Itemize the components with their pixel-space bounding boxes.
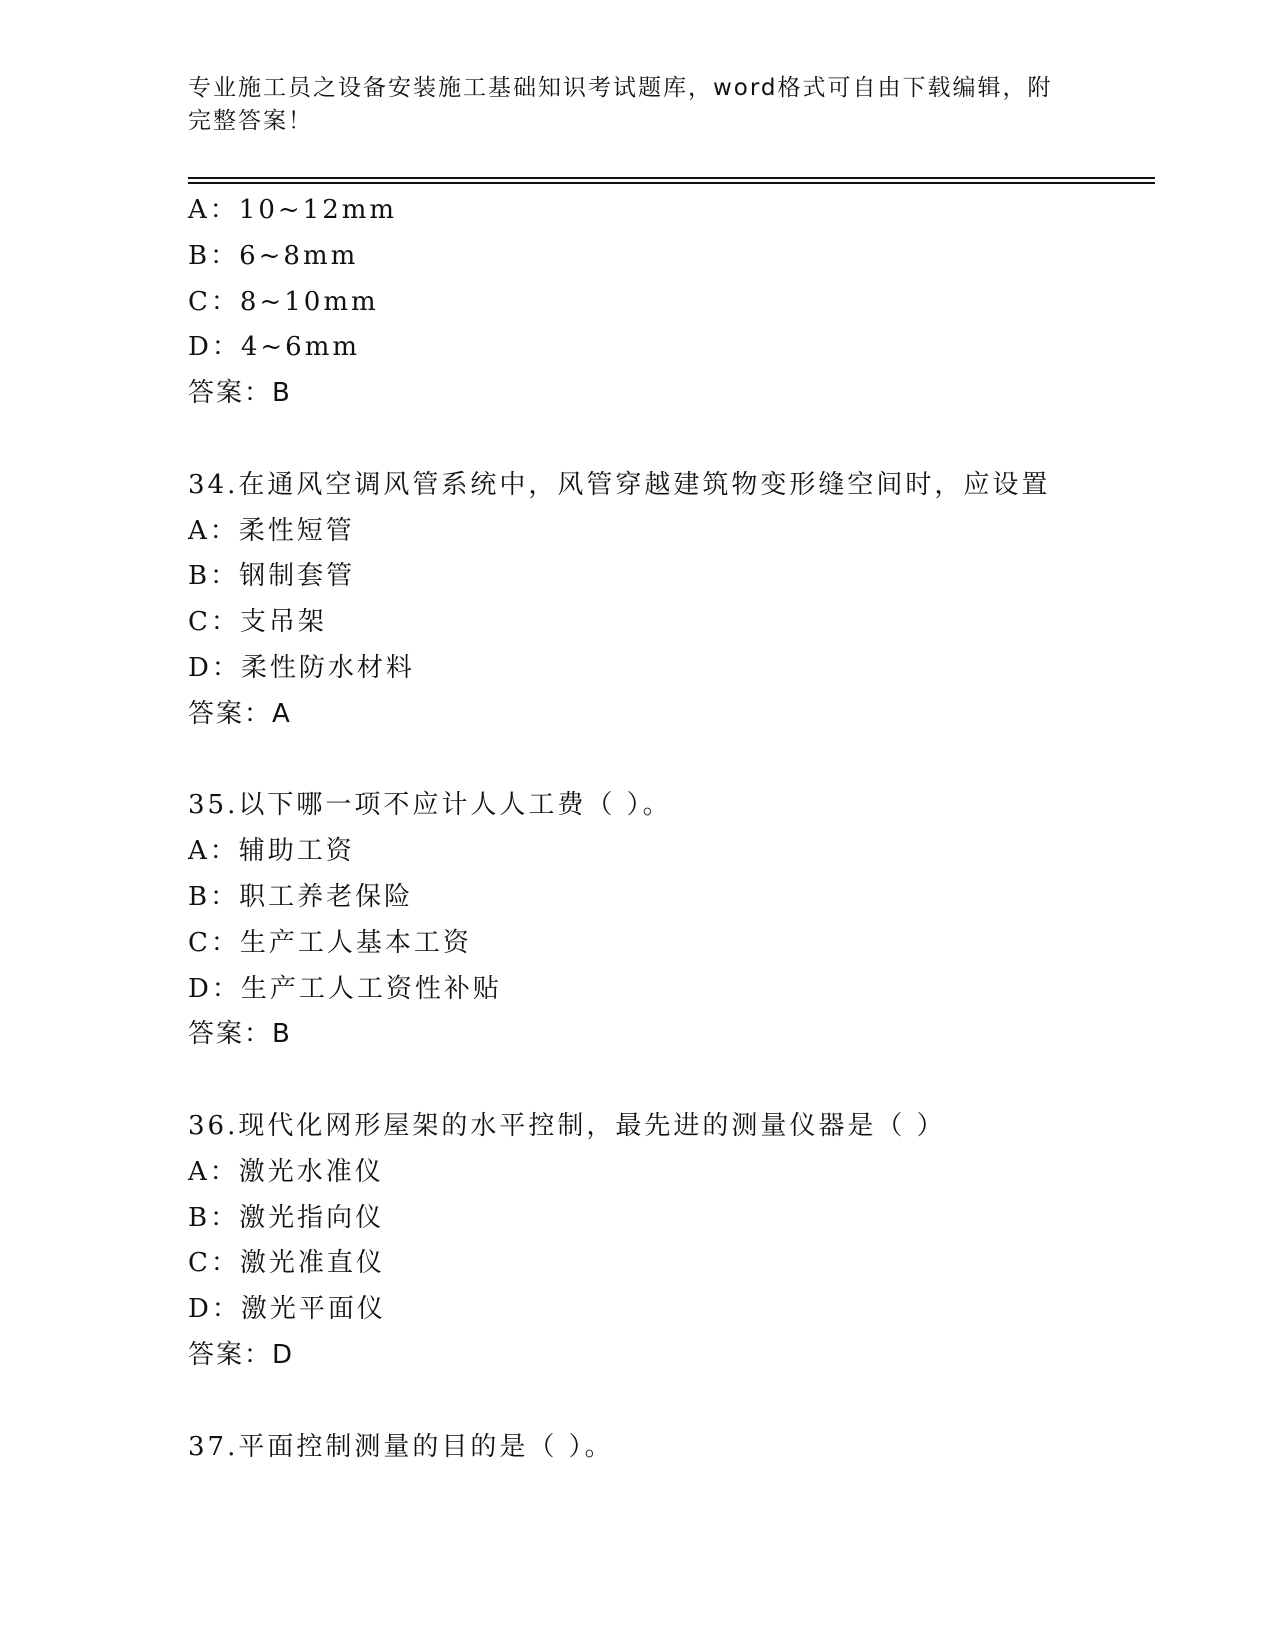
option-label: C：: [188, 927, 240, 958]
question-35: [188, 783, 1148, 1058]
question-stem: 37.平面控制测量的目的是（ ）。: [188, 1431, 614, 1462]
option-b: [188, 875, 1148, 921]
question-stem: 34.在通风空调风管系统中，风管穿越建筑物变形缝空间时，应设置: [188, 469, 1051, 500]
option-text: 生产工人基本工资: [239, 927, 472, 958]
option-c: [188, 280, 1148, 326]
document-header: [188, 72, 1068, 138]
option-a: [188, 509, 1148, 555]
header-divider-bottom: [188, 182, 1155, 184]
question-stem: 36.现代化网形屋架的水平控制，最先进的测量仪器是（ ）: [188, 1110, 946, 1141]
question-list: [188, 188, 1148, 1470]
option-d: [188, 325, 1148, 371]
option-label: A：: [188, 195, 239, 225]
option-d: [188, 967, 1148, 1013]
option-text: 职工养老保险: [239, 881, 414, 912]
option-a: [188, 829, 1148, 875]
spacer: [188, 1058, 1148, 1104]
question-37: [188, 1425, 1148, 1471]
option-b: [188, 234, 1148, 280]
option-text: 激光指向仪: [239, 1202, 385, 1233]
option-text: 柔性防水材料: [240, 652, 415, 683]
option-label: D：: [188, 332, 241, 363]
option-label: D：: [188, 1294, 241, 1325]
spacer: [188, 417, 1148, 463]
header-divider-top: [188, 177, 1155, 179]
option-label: B：: [188, 561, 240, 592]
question-stem: 35.以下哪一项不应计人人工费（ ）。: [188, 790, 672, 821]
option-label: B：: [188, 240, 240, 271]
option-text: 支吊架: [239, 607, 327, 638]
question-36: [188, 1104, 1148, 1379]
option-text: 激光平面仪: [240, 1294, 386, 1325]
option-label: D：: [188, 652, 241, 683]
spacer: [188, 1379, 1148, 1425]
option-label: C：: [188, 607, 240, 638]
option-label: C：: [188, 1248, 240, 1279]
header-text: 专业施工员之设备安装施工基础知识考试题库，word格式可自由下载编辑，附完整答案！: [188, 75, 1053, 134]
spacer: [188, 738, 1148, 784]
option-text: 柔性短管: [238, 515, 355, 546]
option-text: 6~8mm: [239, 240, 359, 271]
option-b: [188, 554, 1148, 600]
option-d: [188, 1287, 1148, 1333]
option-label: B：: [188, 1202, 240, 1233]
option-text: 4~6mm: [240, 332, 361, 363]
option-label: B：: [188, 881, 240, 912]
option-c: [188, 1241, 1148, 1287]
option-label: D：: [188, 973, 241, 1004]
option-text: 10~12mm: [238, 195, 398, 225]
option-b: [188, 1196, 1148, 1242]
answer-line: 答案：D: [188, 1339, 295, 1370]
question-33-continued: [188, 188, 1148, 417]
option-label: A：: [188, 836, 239, 867]
option-a: [188, 188, 1148, 234]
answer-line: 答案：A: [188, 698, 292, 729]
option-text: 激光水准仪: [238, 1156, 384, 1187]
option-text: 激光准直仪: [239, 1248, 385, 1279]
option-label: A：: [188, 515, 239, 546]
option-text: 生产工人工资性补贴: [240, 973, 502, 1004]
option-c: [188, 921, 1148, 967]
option-text: 辅助工资: [238, 836, 355, 867]
option-label: C：: [188, 286, 240, 317]
option-text: 8~10mm: [239, 286, 379, 317]
option-a: [188, 1150, 1148, 1196]
answer-line: 答案：B: [188, 378, 292, 409]
option-c: [188, 600, 1148, 646]
option-text: 钢制套管: [239, 561, 356, 592]
option-label: A：: [188, 1156, 239, 1187]
option-d: [188, 646, 1148, 692]
question-34: [188, 463, 1148, 738]
answer-line: 答案：B: [188, 1019, 292, 1050]
